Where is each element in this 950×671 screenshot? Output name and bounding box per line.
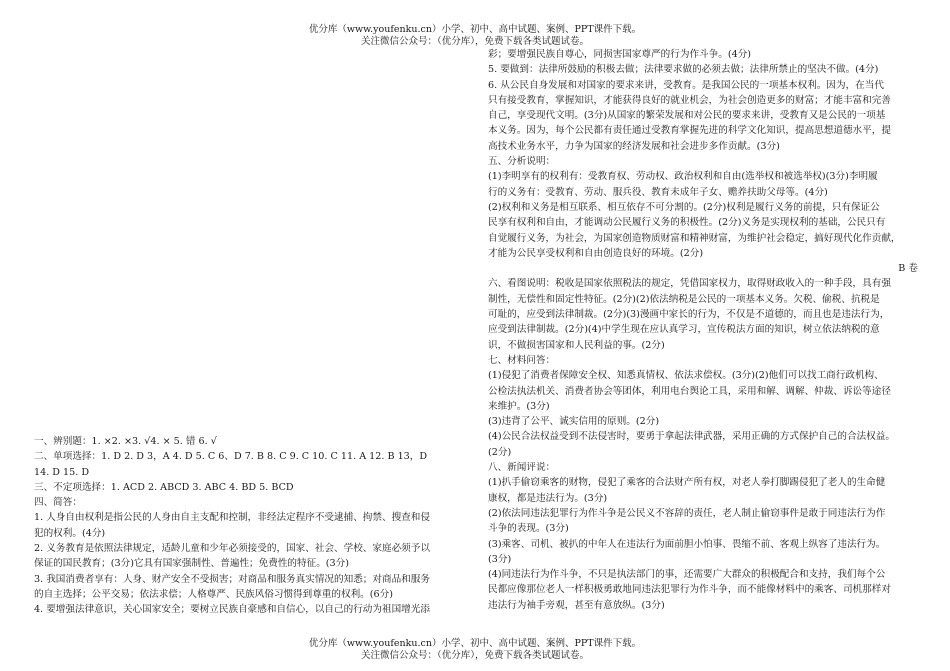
text-line: 制性，无偿性和固定性特征。(2分)(2)依法纳税是公民的一项基本义务。欠税、偷税、抗税是 <box>488 293 880 305</box>
page-header <box>0 24 950 48</box>
text-line: 1. 人身自由权利是指公民的人身由自主支配和控制，非经法定程序不受逮捕、拘禁、搜查和侵 <box>34 512 430 524</box>
text-line: 自觉履行义务，为社会，为国家创造物质财富和精神财富，为维护社会稳定，搞好现代化作贡献， <box>488 232 901 244</box>
text-line: 二、单项选择：1. D 2. D 3，A 4. D 5. C 6、D 7. B 8. C 9. C 10. C 11. A 12. B 13，D <box>34 451 428 463</box>
text-line: 只有接受教育，掌握知识，才能获得良好的就业机会，为社会创造更多的财富；才能丰富和完善 <box>488 94 891 106</box>
text-line: 五、分析说明： <box>488 156 556 168</box>
text-line: 14. D 15. D <box>34 466 90 478</box>
text-line: 应受到法律制裁。(2分)(4)中学生现在应认真学习，宣传税法方面的知识，树立依法纳税的意 <box>488 324 880 336</box>
text-line: 6. 从公民自身发展和对国家的要求来讲，受教育。是我国公民的一项基本权利。因为，在当代 <box>488 79 884 91</box>
text-line: 四、简答： <box>34 497 82 509</box>
text-line: 犯的权利。(4分) <box>34 527 106 539</box>
text-line: (2)依法同违法犯罪行为作斗争是公民义不容辞的责任，老人制止偷窃事件是敢于同违法行为作 <box>488 507 886 519</box>
text-line: (4)公民合法权益受到不法侵害时，要勇于拿起法律武器，采用正确的方式保护自己的合法权益。 <box>488 431 895 443</box>
text-line: 行的义务有：受教育、劳动、服兵役、教育未成年子女、赡养扶助父母等。(4分) <box>488 186 828 198</box>
text-line: (3)违背了公平、诚实信用的原则。(2分) <box>488 416 660 428</box>
text-line: (3分) <box>488 553 512 565</box>
text-line: 三、不定项选择：1. ACD 2. ABCD 3. ABC 4. BD 5. BCD <box>34 481 294 493</box>
right-column <box>488 47 918 613</box>
text-line: 识，不做损害国家和人民利益的事。(2分) <box>488 339 665 351</box>
text-line: 4. 要增强法律意识，关心国家安全；要树立民族自豪感和自信心，以自己的行动为祖国增光添 <box>34 604 430 616</box>
text-line: 才能为公民享受权利和自由创造良好的环境。(2分) <box>488 247 704 259</box>
text-line: (3)乘客、司机、被扒的中年人在违法行为面前胆小怕事、畏缩不前、客观上纵容了违法行为。 <box>488 538 886 550</box>
text-line: 自己，享受现代文明。(3分)从国家的繁荣发展和对公民的要求来讲，受教育又是公民的一项基 <box>488 110 886 122</box>
text-line: 本义务。因为，每个公民都有责任通过受教育掌握先进的科学文化知识，提高思想道德水平，提 <box>488 125 891 137</box>
page-footer <box>0 638 950 662</box>
text-line: 来维护。(3分) <box>488 400 550 412</box>
text-line: 彩；要增强民族自尊心，同损害国家尊严的行为作斗争。(4分) <box>488 49 752 60</box>
text-line: 民享有权利和自由，才能调动公民履行义务的积极性。(2分)义务是实现权利的基础，公民只有 <box>488 217 886 229</box>
text-line: 斗争的表现。(3分) <box>488 523 569 535</box>
text-line: (1)李明享有的权利有：受教育权、劳动权、政治权利和自由(选举权和被选举权)(3分)李明履 <box>488 171 878 183</box>
text-line: 保证的国民教育；(3分)它具有国家强制性、普遍性；免费性的特征。(3分) <box>34 558 349 570</box>
text-line: 5. 要做到：法律所鼓励的积极去做；法律要求做的必须去做；法律所禁止的坚决不做。(4分) <box>488 64 879 76</box>
header-line-1: 优分库（www.youfenku.cn）小学、初中、高中试题、案例、PPT课件下载。 <box>308 24 642 35</box>
footer-line-1: 优分库（www.youfenku.cn）小学、初中、高中试题、案例、PPT课件下载。 <box>308 638 642 649</box>
text-line: 一、辨别题：1. ×2. ×3. √4. × 5. 错 6. √ <box>34 436 217 447</box>
header-line-2: 关注微信公众号：（优分库），免费下载各类试题试卷。 <box>360 36 589 47</box>
text-line: 康权，都是违法行为。(3分) <box>488 492 608 504</box>
text-line: 的自主选择；公平交易；依法求偿；人格尊严、民族风俗习惯得到尊重的权利。(6分) <box>34 588 393 600</box>
text-line: 民都应像那位老人一样积极勇敢地同违法犯罪行为作斗争，而不能像材料中的乘客、司机那样对 <box>488 584 891 596</box>
text-line: 八、新闻评说： <box>488 462 556 474</box>
footer-line-2: 关注微信公众号：（优分库），免费下载各类试题试卷。 <box>360 650 589 661</box>
text-line: (1)扒手偷窃乘客的财物，侵犯了乘客的合法财产所有权，对老人拳打脚踢侵犯了老人的生命健 <box>488 477 886 489</box>
text-line: (2分) <box>488 446 512 458</box>
text-line: 违法行为袖手旁观，甚至有意放纵。(3分) <box>488 599 665 611</box>
text-line: 2. 义务教育是依照法律规定，适龄儿童和少年必须接受的，国家、社会、学校、家庭必须予以 <box>34 543 430 555</box>
text-line: 可耻的，应受到法律制裁。(2分)(3)漫画中家长的行为，不仅是不道德的，而且也是违法行为， <box>488 309 890 321</box>
text-line: 3. 我国消费者享有：人身、财产安全不受损害；对商品和服务真实情况的知悉；对商品和服务 <box>34 573 430 585</box>
text-line: 高技术业务水平，力争为国家的经济发展和社会进步多作贡献。(3分) <box>488 140 780 152</box>
text-line: 七、材料问答： <box>488 354 556 366</box>
text-line: (4)同违法行为作斗争，不只是执法部门的事，还需要广大群众的积极配合和支持，我们每个公 <box>488 569 886 581</box>
text-line: (2)权利和义务是相互联系、相互依存不可分割的。(2分)权利是履行义务的前提，只有保证公 <box>488 201 880 213</box>
text-line: (1)侵犯了消费者保障安全权、知悉真情权、依法求偿权。(3分)(2)他们可以找工商行政机构、 <box>488 370 884 382</box>
text-line: 公检法执法机关、消费者协会等团体，利用电台舆论工具，采用和解、调解、仲裁、诉讼等途径 <box>488 385 891 397</box>
text-line: 六、看图说明：税收是国家依照税法的规定，凭借国家权力，取得财政收入的一种手段，具有强 <box>488 278 891 290</box>
left-column <box>34 434 474 618</box>
text-line: B 卷 <box>898 263 918 275</box>
